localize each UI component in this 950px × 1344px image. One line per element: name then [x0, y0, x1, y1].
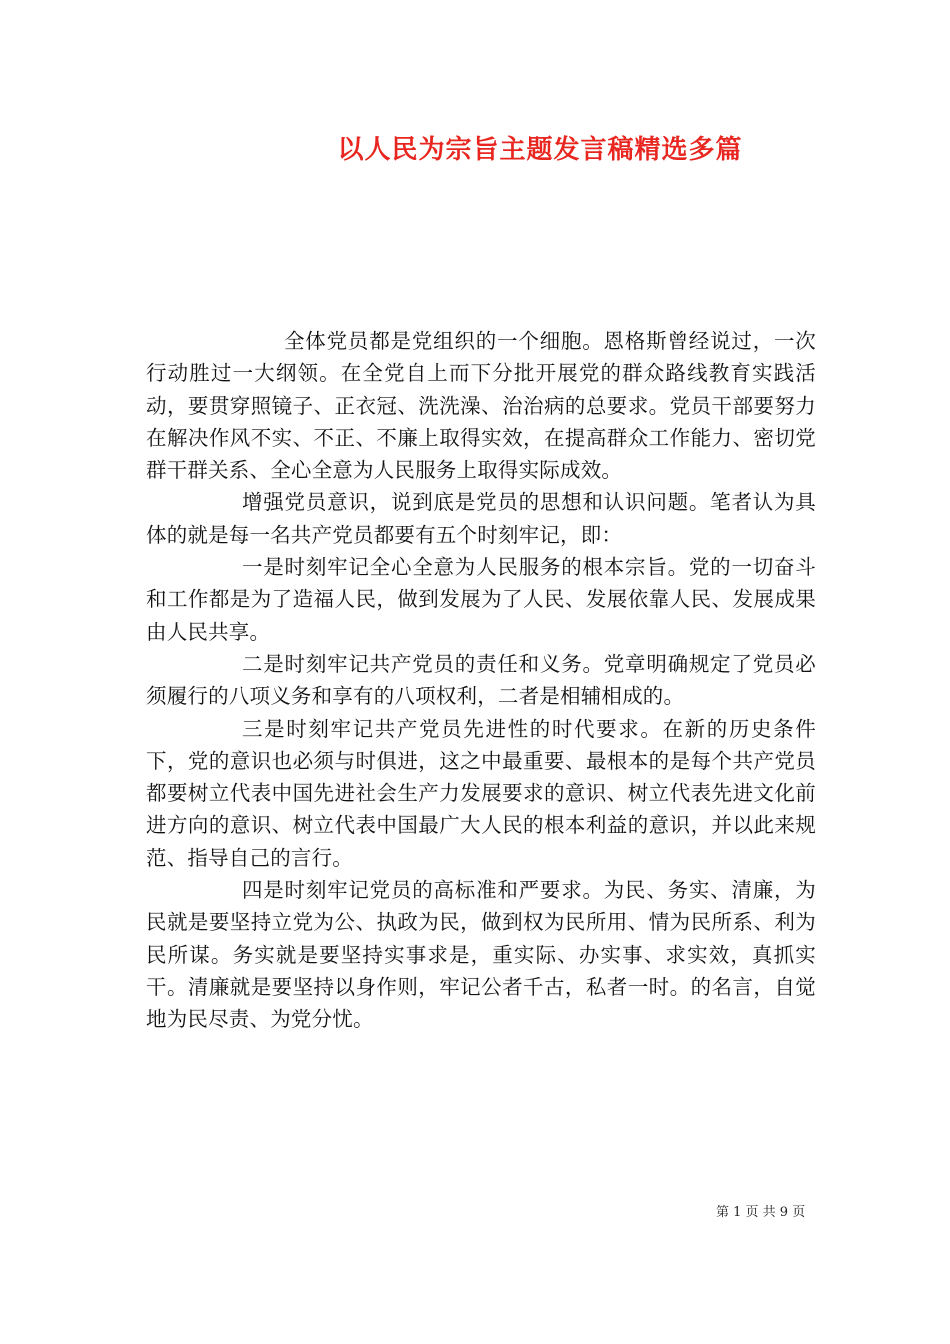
paragraph-2: 增强党员意识，说到底是党员的思想和认识问题。笔者认为具体的就是每一名共产党员都要有五个时刻牢记，即：: [146, 490, 816, 547]
page-title: 以人民为宗旨主题发言稿精选多篇: [337, 135, 743, 165]
document-body: [146, 325, 816, 1036]
page-number-footer: 第 1 页 共 9 页: [716, 1205, 806, 1220]
paragraph-5: 三是时刻牢记共产党员先进性的时代要求。在新的历史条件下，党的意识也必须与时俱进，这之中最重要、最根本的是每个共产党员都要树立代表中国先进社会生产力发展要求的意识、树立代表先进文化前进方向的意识、树立代表中国最广大人民的根本利益的意识，并以此来规范、指导自己的言行。: [146, 716, 816, 870]
paragraph-1: 全体党员都是党组织的一个细胞。恩格斯曾经说过，一次行动胜过一大纲领。在全党自上而下分批开展党的群众路线教育实践活动，要贯穿照镜子、正衣冠、洗洗澡、治治病的总要求。党员干部要努力在解决作风不实、不正、不廉上取得实效，在提高群众工作能力、密切党群干群关系、全心全意为人民服务上取得实际成效。: [146, 329, 816, 483]
paragraph-4: 二是时刻牢记共产党员的责任和义务。党章明确规定了党员必须履行的八项义务和享有的八项权利，二者是相辅相成的。: [146, 651, 816, 709]
paragraph-3: 一是时刻牢记全心全意为人民服务的根本宗旨。党的一切奋斗和工作都是为了造福人民，做到发展为了人民、发展依靠人民、发展成果由人民共享。: [146, 555, 816, 644]
paragraph-6: 四是时刻牢记党员的高标准和严要求。为民、务实、清廉，为民就是要坚持立党为公、执政为民，做到权为民所用、情为民所系、利为民所谋。务实就是要坚持实事求是，重实际、办实事、求实效，真抓实干。清廉就是要坚持以身作则，牢记公者千古，私者一时。的名言，自觉地为民尽责、为党分忧。: [146, 878, 816, 1032]
